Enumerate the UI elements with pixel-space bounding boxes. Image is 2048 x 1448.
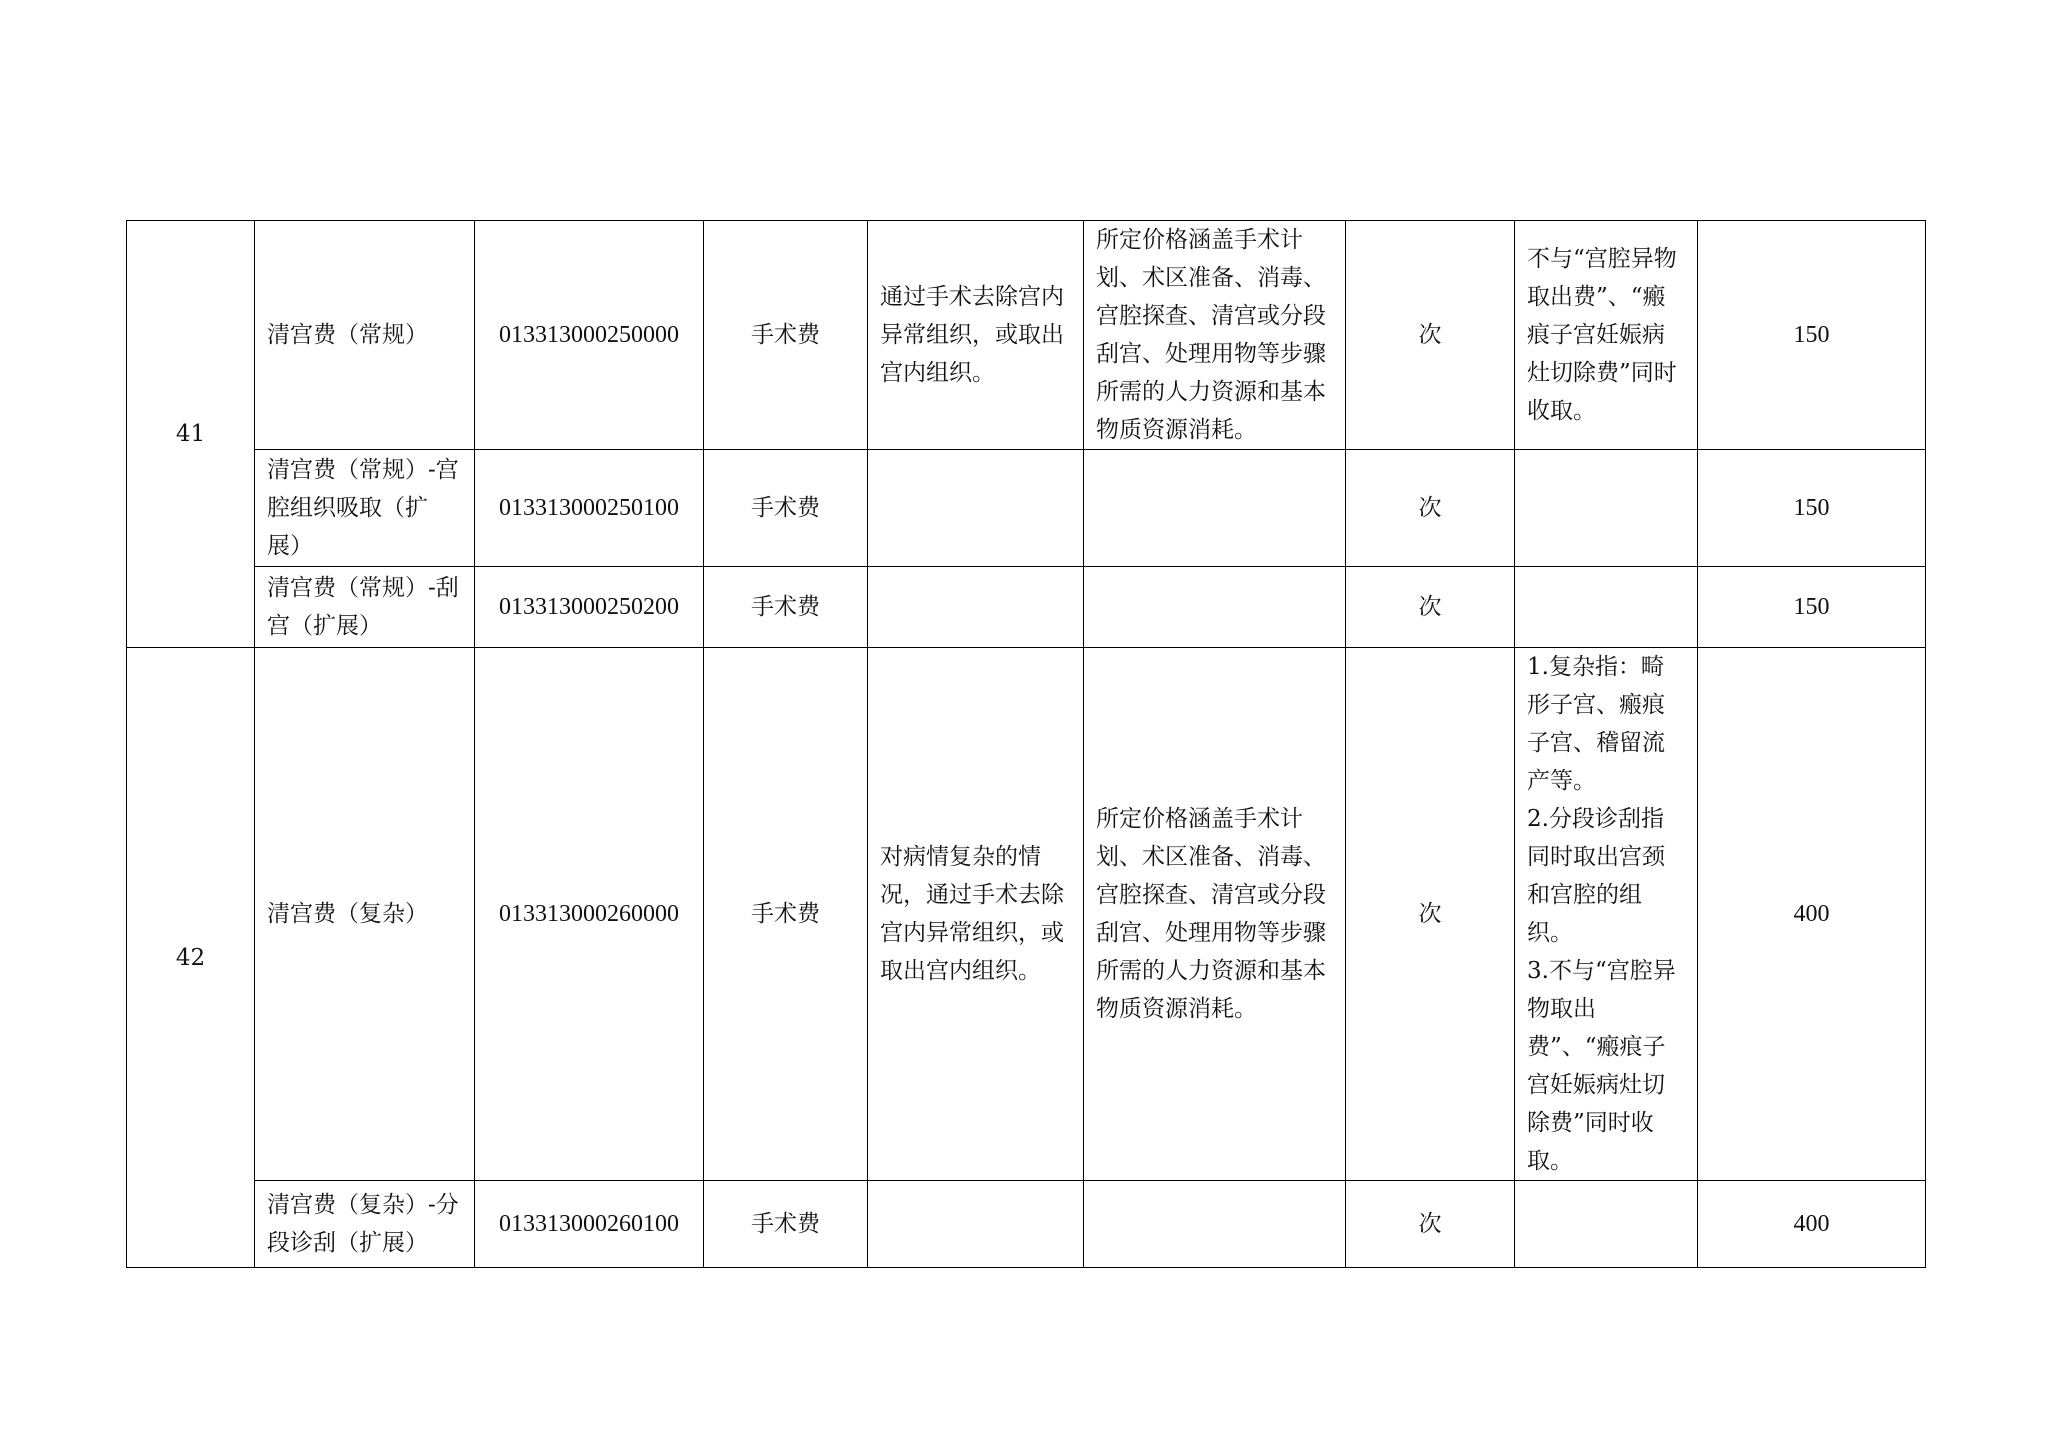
note-line: 1.复杂指：畸形子宫、瘢痕子宫、稽留流产等。 xyxy=(1527,654,1665,794)
item-code-cell: 013313000260000 xyxy=(475,648,704,1181)
fee-schedule-table xyxy=(126,220,1926,1268)
price-cell: 150 xyxy=(1698,567,1926,648)
table-row xyxy=(127,648,1926,1181)
price-cell: 150 xyxy=(1698,450,1926,567)
table-row xyxy=(127,567,1926,648)
item-code-cell: 013313000250200 xyxy=(475,567,704,648)
notes-cell xyxy=(1515,450,1698,567)
price-cell: 400 xyxy=(1698,648,1926,1181)
note-line: 不与“宫腔异物取出费”、“瘢痕子宫妊娠病灶切除费”同时收取。 xyxy=(1527,246,1677,424)
notes-cell xyxy=(1515,1181,1698,1268)
price-coverage-cell xyxy=(1084,450,1346,567)
unit-cell: 次 xyxy=(1346,450,1515,567)
item-name-cell: 清宫费（复杂） xyxy=(255,648,475,1181)
notes-cell xyxy=(1515,567,1698,648)
price-coverage-cell xyxy=(1084,1181,1346,1268)
notes-cell xyxy=(1515,648,1698,1181)
item-name-cell: 清宫费（常规）-刮宫（扩展） xyxy=(255,567,475,648)
price-cell: 400 xyxy=(1698,1181,1926,1268)
unit-cell: 次 xyxy=(1346,1181,1515,1268)
note-line: 2.分段诊刮指同时取出宫颈和宫腔的组织。 xyxy=(1527,806,1665,946)
item-code-cell: 013313000250100 xyxy=(475,450,704,567)
service-content-cell: 通过手术去除宫内异常组织，或取出宫内组织。 xyxy=(868,221,1084,450)
item-name-cell: 清宫费（复杂）-分段诊刮（扩展） xyxy=(255,1181,475,1268)
category-cell: 手术费 xyxy=(704,648,868,1181)
price-coverage-cell: 所定价格涵盖手术计划、术区准备、消毒、宫腔探查、清宫或分段刮宫、处理用物等步骤所需的人力资源和基本物质资源消耗。 xyxy=(1084,221,1346,450)
service-content-cell xyxy=(868,450,1084,567)
seq-cell: 41 xyxy=(127,221,255,648)
table-row xyxy=(127,221,1926,450)
category-cell: 手术费 xyxy=(704,1181,868,1268)
service-content-cell xyxy=(868,1181,1084,1268)
item-name-cell: 清宫费（常规） xyxy=(255,221,475,450)
table-row xyxy=(127,1181,1926,1268)
unit-cell: 次 xyxy=(1346,221,1515,450)
note-line: 3.不与“宫腔异物取出费”、“瘢痕子宫妊娠病灶切除费”同时收取。 xyxy=(1527,958,1676,1174)
price-cell: 150 xyxy=(1698,221,1926,450)
price-coverage-cell xyxy=(1084,567,1346,648)
service-content-cell xyxy=(868,567,1084,648)
category-cell: 手术费 xyxy=(704,567,868,648)
service-content-cell: 对病情复杂的情况，通过手术去除宫内异常组织，或取出宫内组织。 xyxy=(868,648,1084,1181)
item-name-cell: 清宫费（常规）-宫腔组织吸取（扩展） xyxy=(255,450,475,567)
category-cell: 手术费 xyxy=(704,450,868,567)
price-coverage-cell: 所定价格涵盖手术计划、术区准备、消毒、宫腔探查、清宫或分段刮宫、处理用物等步骤所需的人力资源和基本物质资源消耗。 xyxy=(1084,648,1346,1181)
notes-cell xyxy=(1515,221,1698,450)
category-cell: 手术费 xyxy=(704,221,868,450)
unit-cell: 次 xyxy=(1346,567,1515,648)
item-code-cell: 013313000260100 xyxy=(475,1181,704,1268)
table-row xyxy=(127,450,1926,567)
item-code-cell: 013313000250000 xyxy=(475,221,704,450)
seq-cell: 42 xyxy=(127,648,255,1268)
unit-cell: 次 xyxy=(1346,648,1515,1181)
